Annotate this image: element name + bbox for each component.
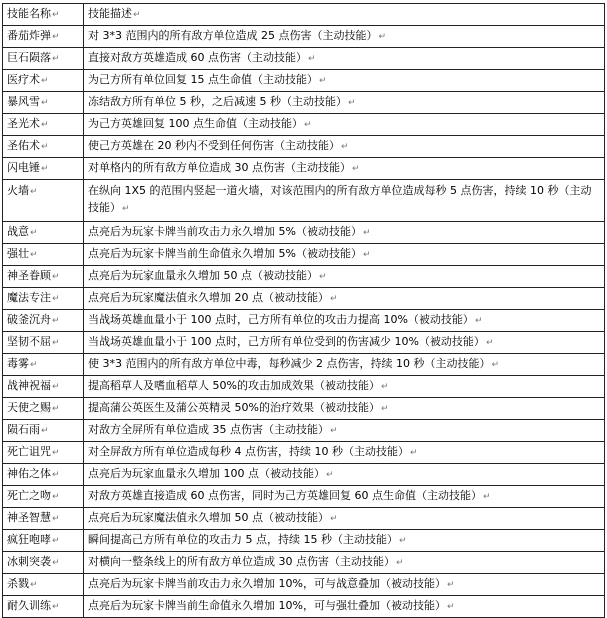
skill-name-cell (3, 486, 84, 508)
skill-row (3, 158, 605, 180)
paragraph-mark-icon: ↵ (491, 360, 500, 370)
skill-name-text: 死亡之吻 (7, 489, 51, 502)
paragraph-mark-icon: ↵ (41, 76, 49, 86)
skill-name-text: 医疗术 (7, 73, 40, 86)
paragraph-mark-icon: ↵ (304, 120, 312, 130)
skill-desc-text: 点亮后为玩家魔法值永久增加 50 点（被动技能） (88, 511, 329, 524)
paragraph-mark-icon: ↵ (362, 228, 371, 238)
paragraph-mark-icon: ↵ (319, 272, 327, 282)
skill-desc-text: 在纵向 1X5 的范围内竖起一道火墙，对该范围内的所有敌方单位造成每秒 5 点伤害，持续 10 秒（主动技能） (88, 184, 592, 214)
skill-name-cell (3, 354, 84, 376)
paragraph-mark-icon: ↵ (41, 98, 49, 108)
skill-desc-text: 为己方英雄回复 100 点生命值（主动技能） (88, 117, 303, 130)
skill-row (3, 530, 605, 552)
skill-name-text: 暴风雪 (7, 95, 40, 108)
skill-desc-cell (84, 376, 605, 398)
skill-name-cell (3, 398, 84, 420)
skill-name-text: 神圣智慧 (7, 511, 51, 524)
skill-desc-text: 瞬间提高己方所有单位的攻击力 5 点，持续 15 秒（主动技能） (88, 533, 398, 546)
skill-desc-cell (84, 136, 605, 158)
paragraph-mark-icon: ↵ (409, 448, 418, 458)
header-cell-name (3, 4, 84, 26)
skill-name-cell (3, 92, 84, 114)
skill-name-cell (3, 596, 84, 618)
skill-desc-text: 点亮后为玩家血量永久增加 100 点（被动技能） (88, 467, 325, 480)
skill-desc-text: 使 3*3 范围内的所有敌方单位中毒，每秒减少 2 点伤害，持续 10 秒（主动技能） (88, 357, 491, 370)
skill-row (3, 136, 605, 158)
paragraph-mark-icon: ↵ (52, 536, 60, 546)
skill-name-cell (3, 266, 84, 288)
skill-desc-cell (84, 552, 605, 574)
skill-name-text: 战意 (7, 225, 29, 238)
paragraph-mark-icon: ↵ (52, 404, 60, 414)
skill-name-text: 神佑之体 (7, 467, 51, 480)
skill-row (3, 552, 605, 574)
skill-desc-cell (84, 574, 605, 596)
skill-row (3, 48, 605, 70)
skill-name-text: 毒雾 (7, 357, 29, 370)
skill-name-cell (3, 48, 84, 70)
header-desc-text: 技能描述 (88, 7, 132, 20)
header-cell-desc (84, 4, 605, 26)
paragraph-mark-icon: ↵ (319, 76, 327, 86)
paragraph-mark-icon: ↵ (30, 580, 38, 590)
paragraph-mark-icon: ↵ (52, 514, 60, 524)
paragraph-mark-icon: ↵ (52, 54, 60, 64)
skill-desc-text: 冻结敌方所有单位 5 秒，之后减速 5 秒（主动技能） (88, 95, 347, 108)
paragraph-mark-icon: ↵ (52, 32, 60, 42)
skill-name-text: 天使之赐 (7, 401, 51, 414)
paragraph-mark-icon: ↵ (41, 426, 49, 436)
skill-name-cell (3, 288, 84, 310)
skill-name-cell (3, 420, 84, 442)
paragraph-mark-icon: ↵ (308, 54, 316, 64)
skill-desc-text: 直接对敌方英雄造成 60 点伤害（主动技能） (88, 51, 307, 64)
skill-desc-cell (84, 266, 605, 288)
paragraph-mark-icon: ↵ (330, 426, 338, 436)
skill-desc-cell (84, 398, 605, 420)
skill-row (3, 574, 605, 596)
skill-name-cell (3, 244, 84, 266)
skill-name-text: 陨石雨 (7, 423, 40, 436)
skill-row (3, 420, 605, 442)
skill-desc-text: 提高稻草人及嗜血稻草人 50%的攻击加成效果（被动技能） (88, 379, 380, 392)
skill-row (3, 26, 605, 48)
skill-desc-text: 为己方所有单位回复 15 点生命值（主动技能） (88, 73, 318, 86)
skill-desc-cell (84, 244, 605, 266)
skill-name-text: 冰刺突袭 (7, 555, 51, 568)
paragraph-mark-icon: ↵ (30, 228, 38, 238)
paragraph-mark-icon: ↵ (52, 294, 60, 304)
paragraph-mark-icon: ↵ (52, 382, 60, 392)
skill-row (3, 398, 605, 420)
paragraph-mark-icon: ↵ (122, 204, 130, 214)
skill-name-cell (3, 530, 84, 552)
skill-name-cell (3, 70, 84, 92)
skill-desc-text: 对敌方英雄直接造成 60 点伤害，同时为己方英雄回复 60 点生命值（主动技能） (88, 489, 482, 502)
skill-row (3, 114, 605, 136)
paragraph-mark-icon: ↵ (30, 187, 38, 197)
paragraph-mark-icon: ↵ (330, 514, 338, 524)
skill-desc-text: 当战场英雄血量小于 100 点时，己方所有单位的攻击力提高 10%（被动技能） (88, 313, 474, 326)
skill-name-cell (3, 332, 84, 354)
skill-desc-text: 对敌方全屏所有单位造成 35 点伤害（主动技能） (88, 423, 329, 436)
paragraph-mark-icon: ↵ (398, 536, 407, 546)
skills-table-body (3, 4, 605, 618)
skill-name-cell (3, 26, 84, 48)
skill-desc-cell (84, 114, 605, 136)
skill-name-cell (3, 508, 84, 530)
skill-desc-text: 点亮后为玩家卡牌当前攻击力永久增加 10%，可与战意叠加（被动技能） (88, 577, 446, 590)
paragraph-mark-icon: ↵ (446, 580, 455, 590)
skill-name-cell (3, 222, 84, 244)
skill-desc-cell (84, 420, 605, 442)
skill-row (3, 92, 605, 114)
skill-name-cell (3, 114, 84, 136)
skill-name-text: 战神祝福 (7, 379, 51, 392)
skill-row (3, 288, 605, 310)
skill-desc-text: 使己方英雄在 20 秒内不受到任何伤害（主动技能） (88, 139, 340, 152)
skill-row (3, 508, 605, 530)
skill-desc-cell (84, 310, 605, 332)
skill-name-cell (3, 552, 84, 574)
paragraph-mark-icon: ↵ (30, 250, 38, 260)
skills-table (2, 3, 605, 618)
paragraph-mark-icon: ↵ (485, 338, 494, 348)
skill-row (3, 442, 605, 464)
paragraph-mark-icon: ↵ (352, 164, 360, 174)
skill-name-text: 强壮 (7, 247, 29, 260)
skill-name-cell (3, 310, 84, 332)
skill-name-cell (3, 136, 84, 158)
paragraph-mark-icon: ↵ (52, 338, 60, 348)
skill-desc-cell (84, 48, 605, 70)
skill-desc-cell (84, 596, 605, 618)
skill-row (3, 486, 605, 508)
skill-desc-cell (84, 288, 605, 310)
paragraph-mark-icon: ↵ (380, 404, 389, 414)
skill-name-text: 巨石陨落 (7, 51, 51, 64)
skill-desc-text: 当战场英雄血量小于 100 点时，己方所有单位受到的伤害减少 10%（被动技能） (88, 335, 485, 348)
skill-desc-text: 对单格内的所有敌方单位造成 30 点伤害（主动技能） (88, 161, 351, 174)
paragraph-mark-icon: ↵ (474, 316, 483, 326)
skill-name-text: 火墙 (7, 184, 29, 197)
skill-name-text: 圣佑术 (7, 139, 40, 152)
skill-row (3, 376, 605, 398)
skill-name-cell (3, 158, 84, 180)
skill-desc-text: 点亮后为玩家魔法值永久增加 20 点（被动技能） (88, 291, 329, 304)
skill-desc-cell (84, 354, 605, 376)
skill-desc-text: 对 3*3 范围内的所有敌方单位造成 25 点伤害（主动技能） (88, 29, 378, 42)
skill-row (3, 222, 605, 244)
skill-name-text: 神圣眷顾 (7, 269, 51, 282)
paragraph-mark-icon: ↵ (52, 470, 60, 480)
skill-name-text: 疯狂咆哮 (7, 533, 51, 546)
paragraph-mark-icon: ↵ (52, 558, 60, 568)
paragraph-mark-icon: ↵ (52, 10, 60, 20)
paragraph-mark-icon: ↵ (378, 32, 387, 42)
skill-name-text: 闪电锤 (7, 161, 40, 174)
skill-desc-cell (84, 464, 605, 486)
paragraph-mark-icon: ↵ (41, 164, 49, 174)
paragraph-mark-icon: ↵ (41, 142, 49, 152)
paragraph-mark-icon: ↵ (52, 316, 60, 326)
skill-row (3, 310, 605, 332)
paragraph-mark-icon: ↵ (482, 492, 491, 502)
skill-row (3, 464, 605, 486)
skill-name-text: 破釜沉舟 (7, 313, 51, 326)
paragraph-mark-icon: ↵ (52, 492, 60, 502)
paragraph-mark-icon: ↵ (326, 470, 334, 480)
skill-desc-cell (84, 180, 605, 222)
paragraph-mark-icon: ↵ (380, 382, 389, 392)
paragraph-mark-icon: ↵ (41, 120, 49, 130)
skill-name-text: 番茄炸弹 (7, 29, 51, 42)
skill-desc-cell (84, 158, 605, 180)
skill-row (3, 354, 605, 376)
skill-row (3, 70, 605, 92)
header-name-text: 技能名称 (7, 7, 51, 20)
skill-desc-cell (84, 442, 605, 464)
paragraph-mark-icon: ↵ (30, 360, 38, 370)
paragraph-mark-icon: ↵ (396, 558, 404, 568)
skill-name-text: 圣光术 (7, 117, 40, 130)
skill-desc-text: 点亮后为玩家卡牌当前攻击力永久增加 5%（被动技能） (88, 225, 362, 238)
skill-name-text: 死亡诅咒 (7, 445, 51, 458)
skill-row (3, 180, 605, 222)
paragraph-mark-icon: ↵ (52, 272, 60, 282)
skill-name-text: 魔法专注 (7, 291, 51, 304)
skill-desc-cell (84, 508, 605, 530)
skill-name-text: 杀戮 (7, 577, 29, 590)
skill-row (3, 596, 605, 618)
skill-desc-text: 对横向一整条线上的所有敌方单位造成 30 点伤害（主动技能） (88, 555, 395, 568)
skill-name-cell (3, 574, 84, 596)
skill-name-text: 耐久训练 (7, 599, 51, 612)
skill-desc-cell (84, 530, 605, 552)
skill-desc-text: 点亮后为玩家血量永久增加 50 点（被动技能） (88, 269, 318, 282)
skill-row (3, 244, 605, 266)
header-row (3, 4, 605, 26)
skill-desc-text: 点亮后为玩家卡牌当前生命值永久增加 5%（被动技能） (88, 247, 362, 260)
skill-desc-text: 对全屏敌方所有单位造成每秒 4 点伤害，持续 10 秒（主动技能） (88, 445, 409, 458)
skill-desc-cell (84, 222, 605, 244)
skill-desc-cell (84, 26, 605, 48)
paragraph-mark-icon: ↵ (347, 98, 356, 108)
skill-desc-text: 提高蒲公英医生及蒲公英精灵 50%的治疗效果（被动技能） (88, 401, 380, 414)
skill-desc-cell (84, 332, 605, 354)
skill-name-cell (3, 376, 84, 398)
skill-desc-cell (84, 92, 605, 114)
paragraph-mark-icon: ↵ (52, 448, 60, 458)
skill-row (3, 266, 605, 288)
skill-desc-text: 点亮后为玩家卡牌当前生命值永久增加 10%，可与强壮叠加（被动技能） (88, 599, 446, 612)
skill-name-text: 坚韧不屈 (7, 335, 51, 348)
paragraph-mark-icon: ↵ (330, 294, 338, 304)
skill-name-cell (3, 442, 84, 464)
skill-desc-cell (84, 70, 605, 92)
skill-row (3, 332, 605, 354)
paragraph-mark-icon: ↵ (52, 602, 60, 612)
skill-name-cell (3, 464, 84, 486)
paragraph-mark-icon: ↵ (133, 10, 141, 20)
paragraph-mark-icon: ↵ (446, 602, 455, 612)
paragraph-mark-icon: ↵ (362, 250, 371, 260)
paragraph-mark-icon: ↵ (341, 142, 349, 152)
skill-desc-cell (84, 486, 605, 508)
skill-name-cell (3, 180, 84, 222)
